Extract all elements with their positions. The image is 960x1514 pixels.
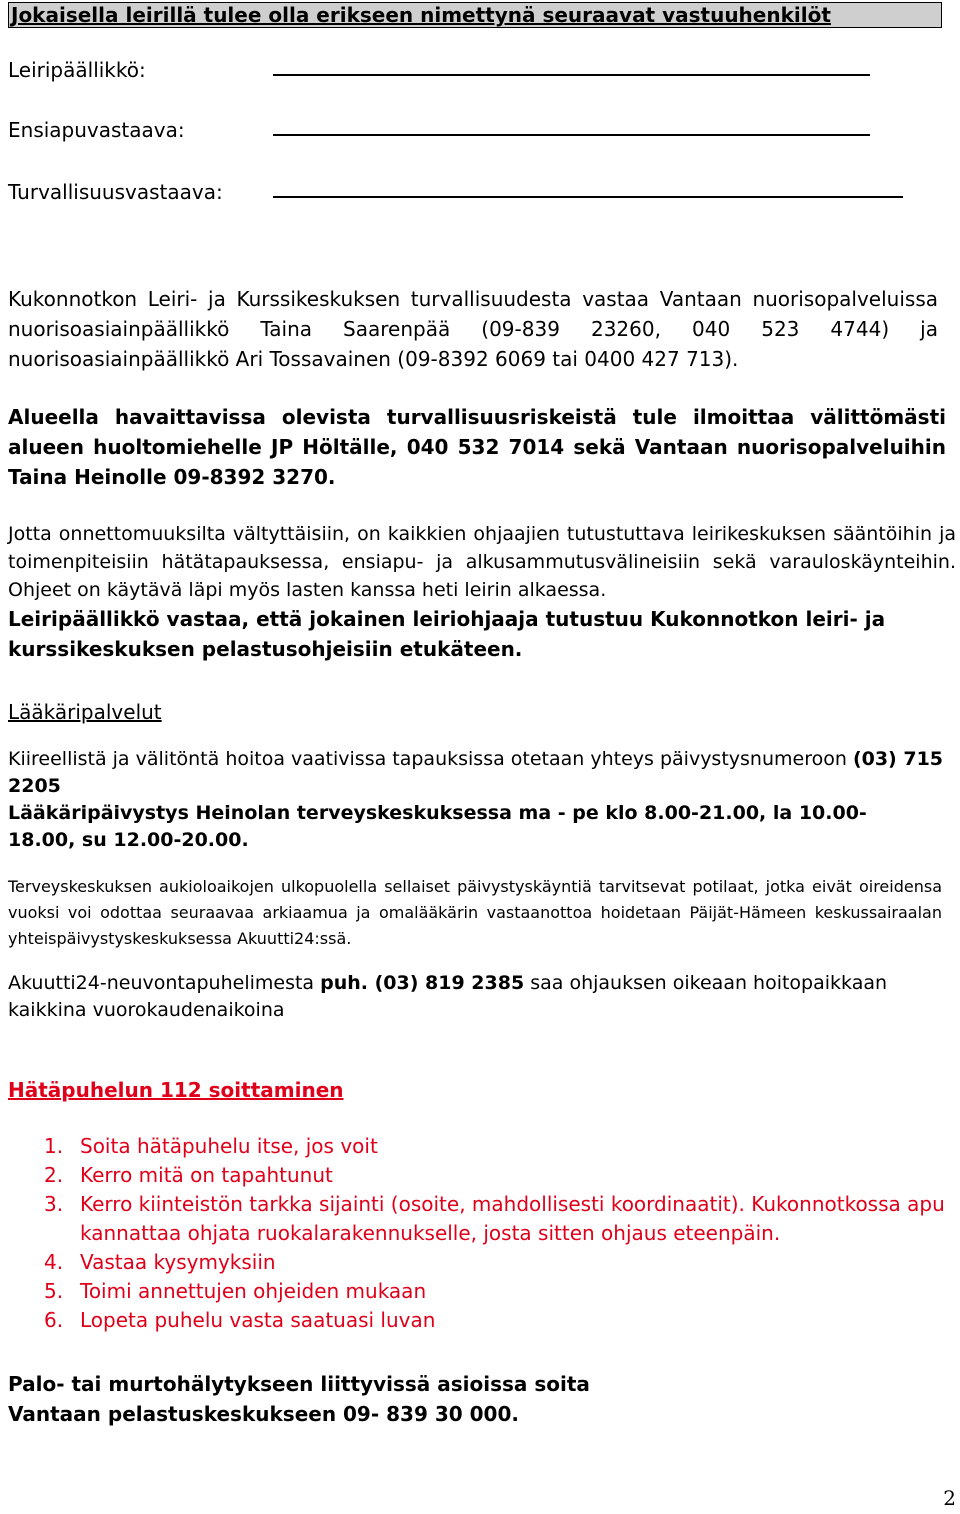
- emergency-heading: Hätäpuhelun 112 soittaminen: [8, 1078, 344, 1102]
- document-page: [8, 0, 958, 1429]
- advice-text-post: saa ohjauksen oikeaan hoitopaikkaan kaikkina vuorokaudenaikoina: [8, 972, 888, 1021]
- signature-line: [273, 74, 870, 76]
- step-number: 5.: [44, 1279, 64, 1303]
- step-number: 3.: [44, 1192, 64, 1216]
- signature-line: [273, 134, 870, 136]
- role-label: Leiripäällikkö:: [8, 58, 146, 82]
- step-text: Soita hätäpuhelu itse, jos voit: [80, 1134, 378, 1158]
- list-item: [8, 1132, 958, 1161]
- responsibility-paragraph: Kukonnotkon Leiri- ja Kurssikeskuksen turvallisuudesta vastaa Vantaan nuorisopalveluissa nuorisoasiainpäällikkö Taina Saarenpää (09-839 23260, 040 523 4744) ja nuorisoasiainpäällikkö Ari Tossavainen (09-8392 6069 tai 0400 427 713).: [8, 287, 938, 371]
- step-number: 1.: [44, 1134, 64, 1158]
- role-first-aid: [8, 82, 958, 142]
- role-leader: [8, 32, 958, 82]
- urgent-care-paragraph: [8, 746, 958, 800]
- emergency-steps: [8, 1132, 958, 1335]
- step-text: Vastaa kysymyksiin: [80, 1250, 276, 1274]
- list-item: [8, 1277, 958, 1306]
- role-label: Ensiapuvastaava:: [8, 118, 185, 142]
- step-number: 4.: [44, 1250, 64, 1274]
- role-safety: [8, 142, 958, 204]
- after-hours-paragraph: Terveyskeskuksen aukioloaikojen ulkopuolella sellaiset päivystyskäyntiä tarvitsevat potilaat, jotka eivät oireidensa vuoksi voi odottaa seuraavaa arkiaamua ja omalääkärin vastaanottoa hoidetaan Päijät-Hämeen keskussairaalan yhteispäivystyskeskuksessa Akuutti24:ssä.: [8, 877, 942, 948]
- step-text: Toimi annettujen ohjeiden mukaan: [80, 1279, 427, 1303]
- instructions-bold-paragraph: Leiripäällikkö vastaa, että jokainen leiriohjaaja tutustuu Kukonnotkon leiri- ja kurssikeskuksen pelastusohjeisiin etukäteen.: [8, 607, 886, 661]
- list-item: [8, 1161, 958, 1190]
- list-item: [8, 1306, 958, 1335]
- fire-alarm-line-1: Palo- tai murtohälytykseen liittyvissä asioissa soita: [8, 1372, 590, 1396]
- medical-heading: Lääkäripalvelut: [8, 700, 162, 724]
- list-item: [8, 1190, 958, 1248]
- advice-line-paragraph: [8, 970, 928, 1024]
- fire-alarm-line-2: Vantaan pelastuskeskukseen 09- 839 30 000.: [8, 1402, 519, 1426]
- duty-hours: Lääkäripäivystys Heinolan terveyskeskuksessa ma - pe klo 8.00-21.00, la 10.00-18.00, su 12.00-20.00.: [8, 802, 867, 851]
- advice-text-pre: Akuutti24-neuvontapuhelimesta: [8, 972, 321, 994]
- instructions-paragraph: Jotta onnettomuuksilta vältyttäisiin, on kaikkien ohjaajien tutustuttava leirikeskuksen sääntöihin ja toimenpiteisiin hätätapauksessa, ensiapu- ja alkusammutusvälineisiin sekä varauloskäynteihin. Ohjeet on käytävä läpi myös lasten kanssa heti leirin alkaessa.: [8, 523, 956, 601]
- step-text: Kerro mitä on tapahtunut: [80, 1163, 333, 1187]
- urgent-care-text: Kiireellistä ja välitöntä hoitoa vaativissa tapauksissa otetaan yhteys päivystysnumeroon: [8, 748, 853, 770]
- page-number: 2: [943, 1486, 956, 1510]
- risk-reporting-paragraph: Alueella havaittavissa olevista turvallisuusriskeistä tule ilmoittaa välittömästi alueen huoltomiehelle JP Höltälle, 040 532 7014 sekä Vantaan nuorisopalveluihin Taina Heinolle 09-8392 3270.: [8, 405, 946, 489]
- role-label: Turvallisuusvastaava:: [8, 180, 223, 204]
- step-number: 2.: [44, 1163, 64, 1187]
- urgent-care-number: (03) 715 2205: [8, 748, 944, 797]
- step-number: 6.: [44, 1308, 64, 1332]
- advice-number: puh. (03) 819 2385: [320, 972, 525, 994]
- page-title: Jokaisella leirillä tulee olla erikseen nimettynä seuraavat vastuuhenkilöt: [8, 2, 942, 28]
- step-text: Kerro kiinteistön tarkka sijainti (osoite, mahdollisesti koordinaatit). Kukonnotkossa apu kannattaa ohjata ruokalarakennukselle, josta sitten ohjaus eteenpäin.: [80, 1192, 945, 1245]
- list-item: [8, 1248, 958, 1277]
- step-text: Lopeta puhelu vasta saatuasi luvan: [80, 1308, 436, 1332]
- signature-line: [273, 196, 903, 198]
